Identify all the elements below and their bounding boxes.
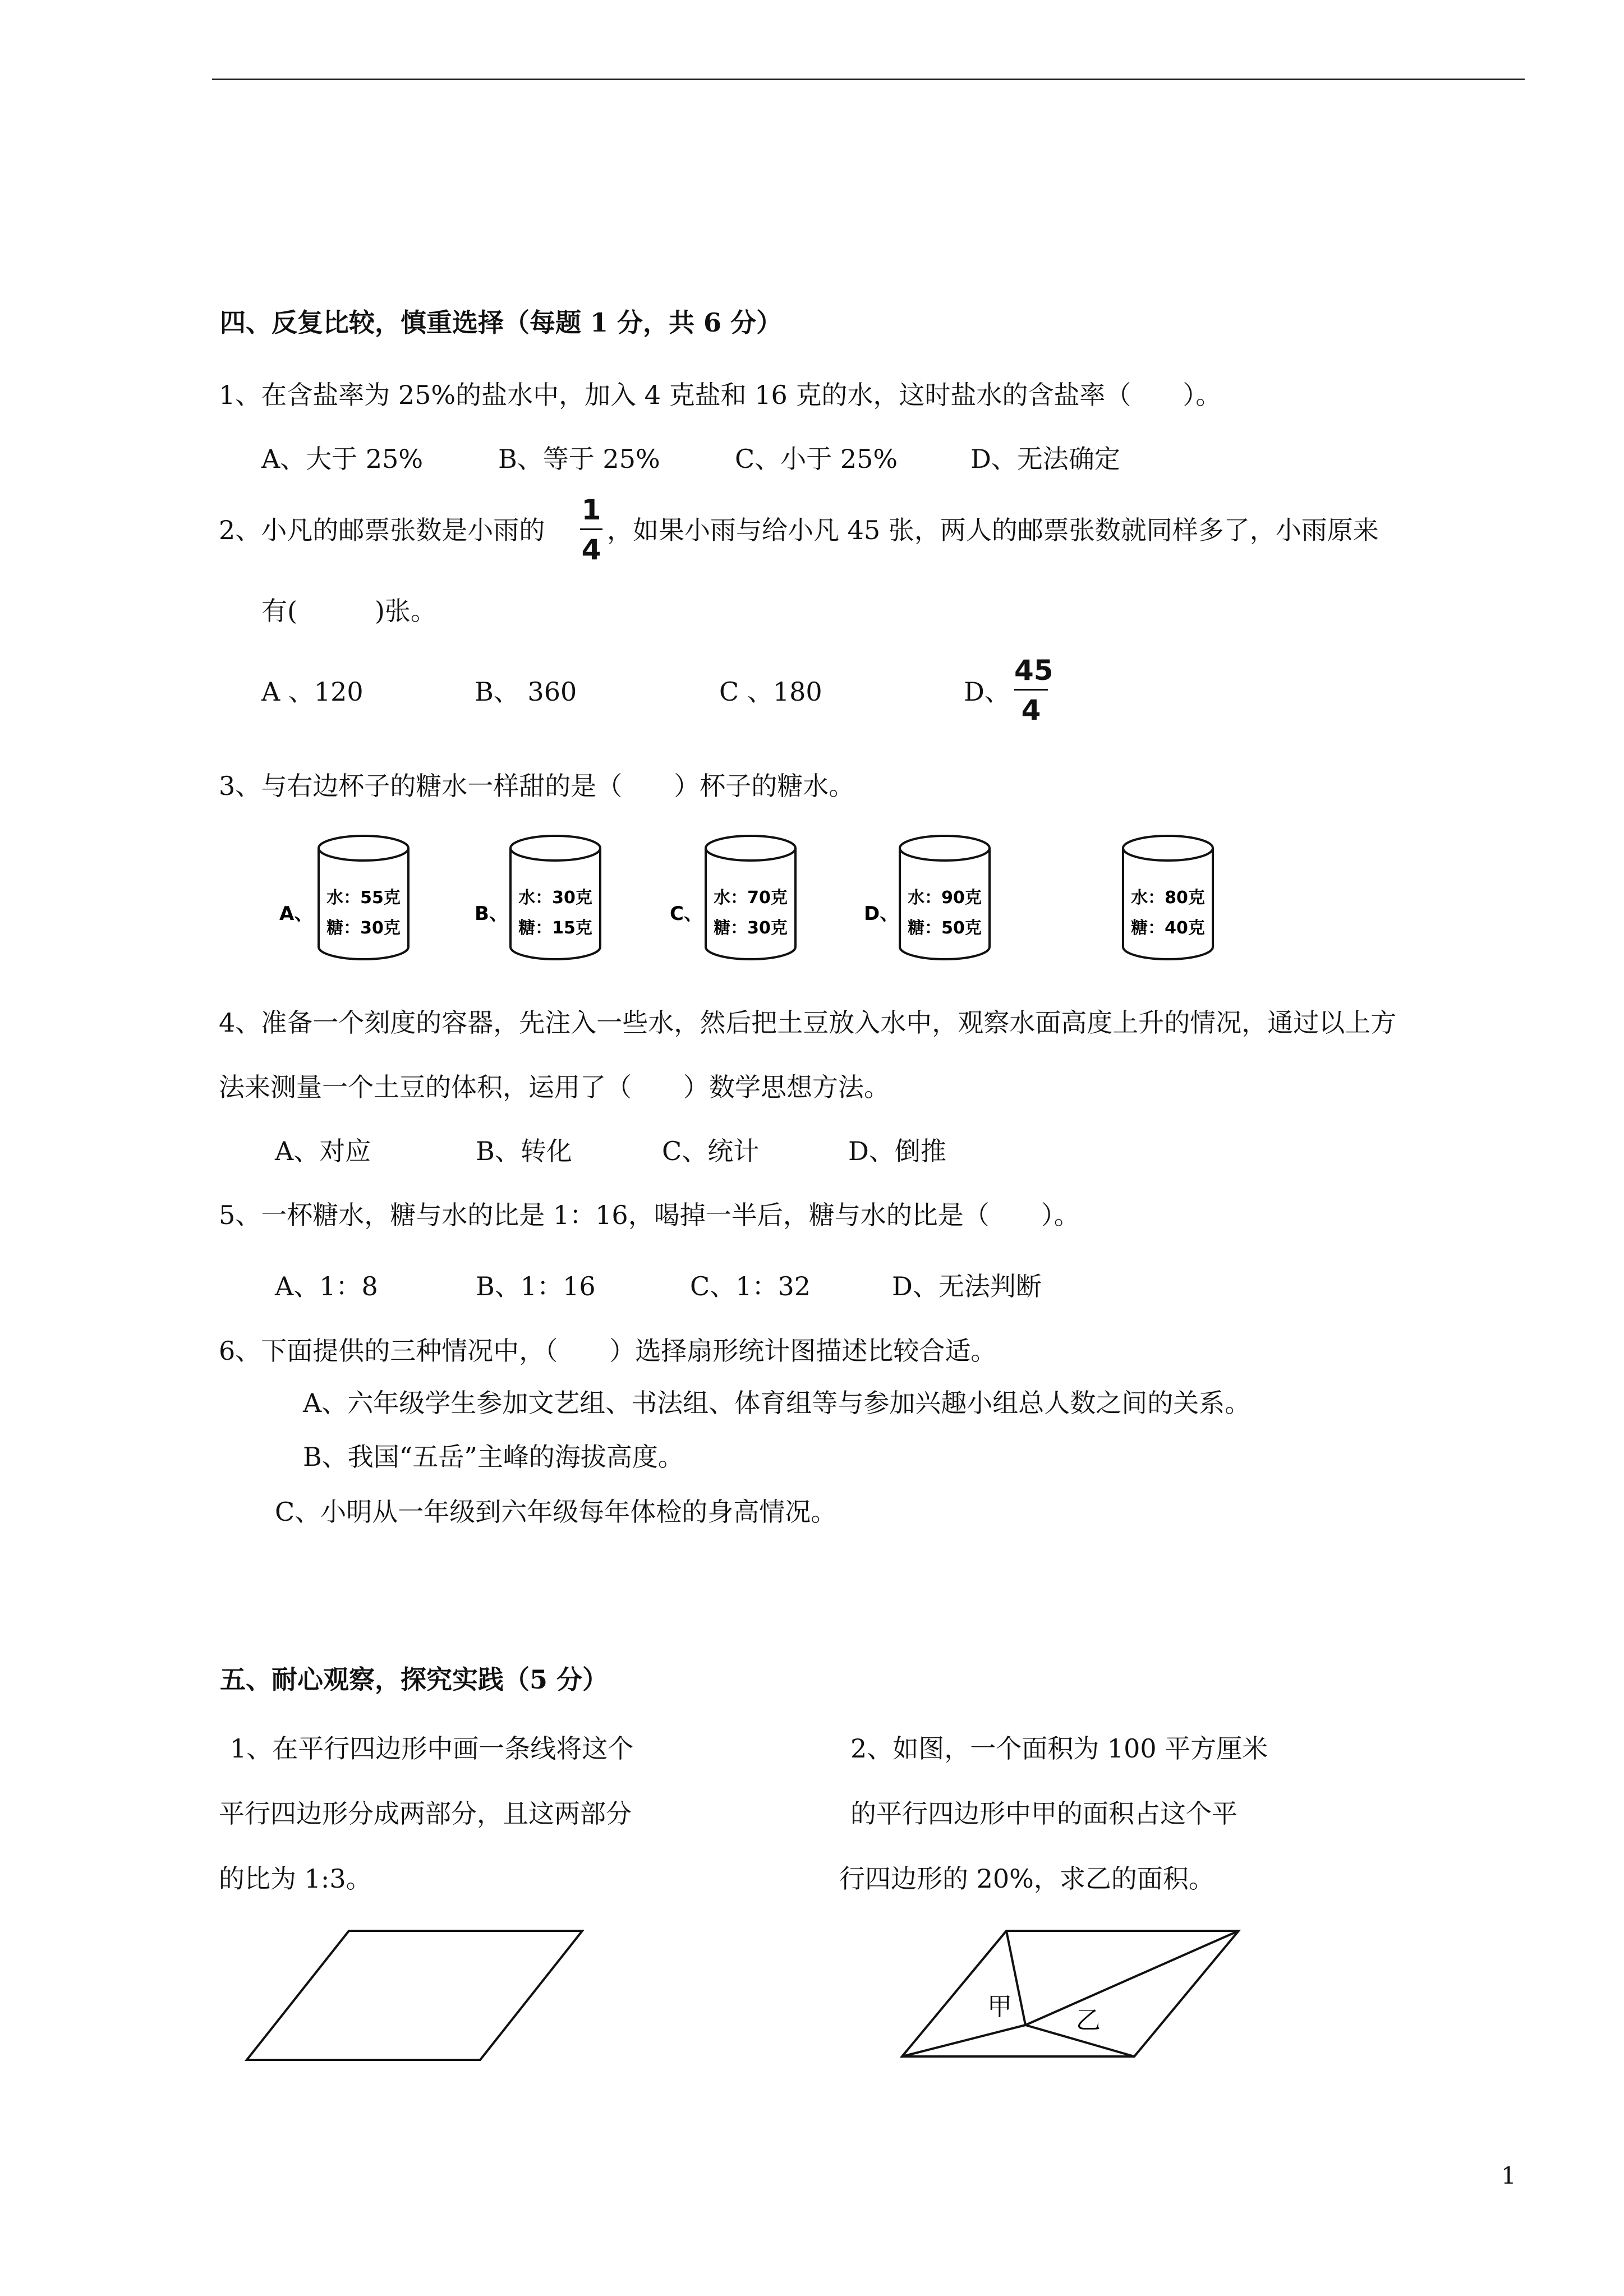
q6-option-c: C、小明从一年级到六年级每年体检的身高情况。 — [275, 1497, 837, 1527]
s5-q1-line2: 平行四边形分成两部分，且这两部分 — [219, 1798, 632, 1829]
cup-b-label: B、 — [475, 903, 508, 925]
section5-title: 五、耐心观察，探究实践（5 分） — [220, 1664, 609, 1695]
parallelogram-q1 — [247, 1931, 582, 2060]
q4-option-b: B、转化 — [476, 1136, 572, 1166]
cup-a-water: 水：55克 — [326, 888, 401, 908]
q5-option-d: D、无法判断 — [892, 1271, 1042, 1301]
q6-option-b: B、我国“五岳”主峰的海拔高度。 — [303, 1442, 684, 1472]
q2-option-d-numerator: 45 — [1014, 654, 1053, 687]
s5-q1-line1: 1、在平行四边形中画一条线将这个 — [230, 1733, 634, 1764]
q1-option-b: B、等于 25% — [498, 444, 660, 474]
q2-option-d-denominator: 4 — [1021, 694, 1041, 726]
q4-option-c: C、统计 — [662, 1136, 760, 1166]
q2-fraction-numerator: 1 — [581, 494, 601, 526]
q5-option-a: A、1：8 — [275, 1271, 378, 1301]
q2-text-before: 2、小凡的邮票张数是小雨的 — [219, 515, 545, 545]
cup-d-label: D、 — [864, 903, 899, 925]
label-jia: 甲 — [987, 1993, 1012, 2021]
parallelogram-q2 — [902, 1931, 1239, 2056]
cup-b-water: 水：30克 — [518, 888, 592, 908]
q4-option-a: A、对应 — [275, 1136, 371, 1166]
cup-b-sugar: 糖：15克 — [518, 918, 592, 938]
page-number: 1 — [1501, 2162, 1516, 2189]
q6-text: 6、下面提供的三种情况中，（ ）选择扇形统计图描述比较合适。 — [219, 1336, 997, 1366]
q2-option-b: B、 360 — [475, 677, 577, 707]
q2-fraction-denominator: 4 — [581, 533, 601, 566]
q2-text-after: ，如果小雨与给小凡 45 张，两人的邮票张数就同样多了，小雨原来 — [607, 515, 1379, 545]
cup-reference-sugar: 糖：40克 — [1131, 918, 1205, 938]
cup-c-water: 水：70克 — [714, 888, 788, 908]
s5-q2-line1: 2、如图，一个面积为 100 平方厘米 — [850, 1733, 1268, 1764]
q5-option-b: B、1：16 — [476, 1271, 596, 1301]
q1-option-a: A、大于 25% — [261, 444, 424, 474]
cup-d-water: 水：90克 — [908, 888, 982, 908]
q2-option-c: C 、180 — [719, 677, 822, 707]
cup-a-label: A、 — [279, 903, 314, 925]
section4-title: 四、反复比较，慎重选择（每题 1 分，共 6 分） — [220, 307, 783, 338]
q6-option-a: A、六年级学生参加文艺组、书法组、体育组等与参加兴趣小组总人数之间的关系。 — [303, 1388, 1251, 1418]
q4-option-d: D、倒推 — [848, 1136, 946, 1166]
s5-q2-line2: 的平行四边形中甲的面积占这个平 — [850, 1798, 1237, 1829]
label-yi: 乙 — [1076, 2006, 1101, 2035]
q2-line2: 有( )张。 — [261, 596, 436, 626]
q2-option-a: A 、120 — [261, 677, 364, 707]
cup-a-sugar: 糖：30克 — [326, 918, 401, 938]
s5-q2-line3: 行四边形的 20%，求乙的面积。 — [839, 1864, 1214, 1894]
cup-c-sugar: 糖：30克 — [714, 918, 788, 938]
q2-option-d: D、 — [964, 677, 1010, 707]
q5-option-c: C、1：32 — [690, 1271, 811, 1301]
q4-line2: 法来测量一个土豆的体积，运用了（ ）数学思想方法。 — [219, 1072, 890, 1102]
cup-c-label: C、 — [670, 903, 703, 925]
q4-line1: 4、准备一个刻度的容器，先注入一些水，然后把土豆放入水中，观察水面高度上升的情况，通过以上方 — [219, 1007, 1397, 1038]
q5-text: 5、一杯糖水，糖与水的比是 1：16，喝掉一半后，糖与水的比是（ ）。 — [219, 1200, 1080, 1230]
q1-option-c: C、小于 25% — [735, 444, 898, 474]
q3-text: 3、与右边杯子的糖水一样甜的是（ ）杯子的糖水。 — [219, 771, 855, 801]
cup-reference-water: 水：80克 — [1131, 888, 1205, 908]
q1-text: 1、在含盐率为 25%的盐水中，加入 4 克盐和 16 克的水，这时盐水的含盐率（ ）。 — [219, 380, 1222, 410]
q1-option-d: D、无法确定 — [970, 444, 1120, 474]
cup-d-sugar: 糖：50克 — [908, 918, 982, 938]
s5-q1-line3: 的比为 1:3。 — [219, 1864, 372, 1894]
